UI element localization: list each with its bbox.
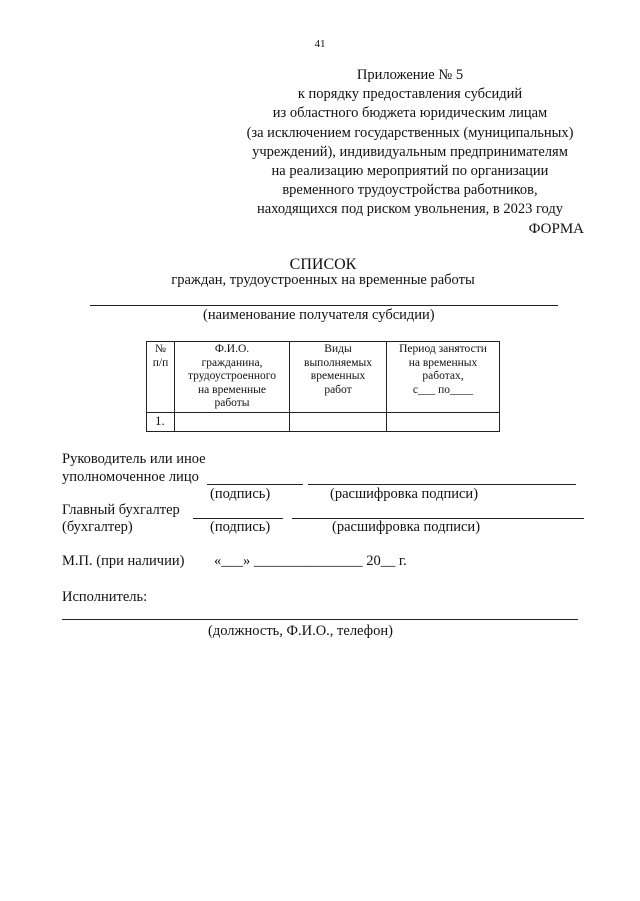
header-cell-number: № п/п [147,342,175,413]
appendix-line: находящихся под риском увольнения, в 2023 году [256,201,564,218]
executor-caption: (должность, Ф.И.О., телефон) [208,623,393,639]
header-cell-work-types: Виды выполняемых временных работ [290,342,387,413]
accountant-decoding-caption: (расшифровка подписи) [332,519,481,535]
head-decoding-caption: (расшифровка подписи) [330,486,479,502]
stamp-label: М.П. (при наличии) [62,553,185,569]
executor-label: Исполнитель: [62,589,148,605]
document-title: СПИСОК [289,256,357,273]
executor-line[interactable] [62,619,578,620]
accountant-label-line1: Главный бухгалтер [62,502,180,518]
head-signature-caption: (подпись) [210,486,271,502]
page-number: 41 [314,38,326,50]
table-cell[interactable] [290,413,387,432]
appendix-line: к порядку предоставления субсидий [297,86,523,103]
table-cell[interactable] [175,413,290,432]
appendix-line: Приложение № 5 [356,67,464,83]
appendix-line: временного трудоустройства работников, [282,182,538,199]
table-header-row [147,342,500,413]
date-field[interactable]: «___» _______________ 20__ г. [214,553,407,569]
citizens-table [146,341,500,432]
document-subtitle: граждан, трудоустроенных на временные работы [171,272,475,288]
form-label: ФОРМА [528,221,584,237]
table-cell: 1. [147,413,175,432]
appendix-line: (за исключением государственных (муниципальных) [246,124,574,141]
head-label-line1: Руководитель или иное [62,451,206,467]
appendix-line: учреждений), индивидуальным предпринимателям [252,143,568,160]
head-label-line2: уполномоченное лицо [62,469,199,485]
accountant-label-line2: (бухгалтер) [62,519,133,535]
appendix-line: на реализацию мероприятий по организации [271,163,549,180]
head-signature-line[interactable] [207,484,303,485]
table-cell[interactable] [387,413,500,432]
recipient-caption: (наименование получателя субсидии) [203,307,435,323]
table-row [147,413,500,432]
recipient-name-line[interactable] [90,305,558,306]
appendix-header [230,66,590,220]
header-cell-fio: Ф.И.О. гражданина, трудоустроенного на временные работы [175,342,290,413]
header-cell-period: Период занятости на временных работах, с___ по____ [387,342,500,413]
accountant-signature-caption: (подпись) [210,519,271,535]
head-decoding-line[interactable] [308,484,576,485]
appendix-line: из областного бюджета юридическим лицам [272,105,548,122]
